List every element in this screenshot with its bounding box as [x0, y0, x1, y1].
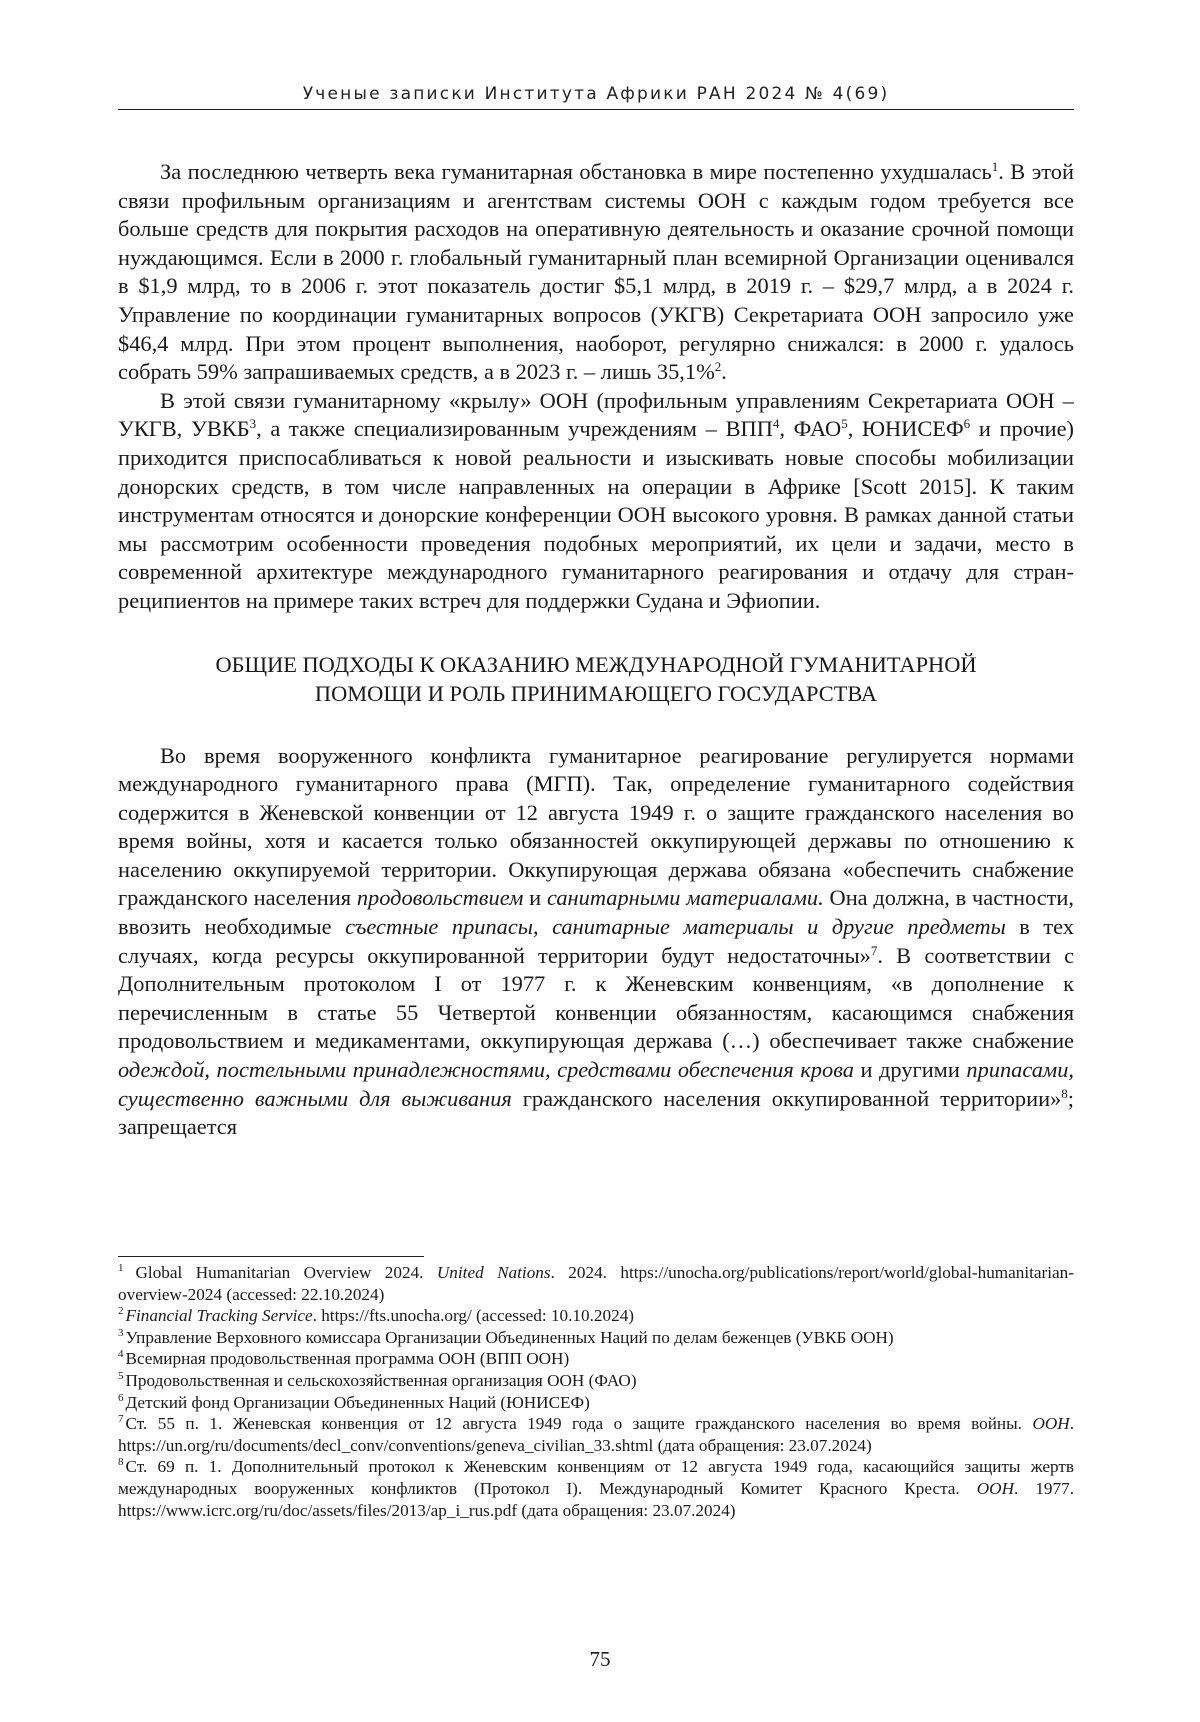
paragraph-2: [118, 387, 1074, 616]
footnote-number: 6: [118, 1391, 124, 1404]
footnote-ref-7[interactable]: 7: [870, 942, 878, 958]
text-run: и другими: [853, 1057, 967, 1083]
footnote-ref-8[interactable]: 8: [1061, 1085, 1068, 1101]
section-heading-line-2: ПОМОЩИ И РОЛЬ ПРИНИМАЮЩЕГО ГОСУДАРСТВА: [314, 680, 878, 706]
footnote-6: [118, 1392, 1074, 1414]
footnote-separator: [118, 1256, 424, 1257]
footnote-8: [118, 1456, 1074, 1521]
text-run: и: [523, 885, 547, 911]
footnote-italic: Financial Tracking Service: [125, 1306, 313, 1326]
text-run: в тех случаях, когда ресурсы оккупированной территории будут недостаточны»: [118, 914, 1075, 968]
footnote-4: [118, 1348, 1074, 1370]
footnote-ref-4[interactable]: 4: [772, 416, 780, 432]
text-run: , ФАО: [779, 416, 842, 442]
text-run: . В этой связи профильным организациям и агентствам системы ООН с каждым годом требуется все больше средств для покрытия расходов на оперативную деятельность и оказание срочной помощи нуждающимся. Если в 2000 г. глобальный гуманитарный план всемирной Организации оценивался в $1,9 млрд, то в 2006 г. этот показатель достиг $5,1 млрд, в 2019 г. – $29,7 млрд, а в 2024 г. Управление по координации гуманитарных вопросов (УКГВ) Секретариата ООН запросило уже $46,4 млрд. При этом процент выполнения, наоборот, регулярно снижался: в 2000 г. удалось собрать 59% запрашиваемых средств, а в 2023 г. – лишь 35,1%: [118, 159, 1074, 385]
footnote-number: 4: [118, 1348, 124, 1361]
section-heading: [118, 650, 1074, 708]
footnote-text: Детский фонд Организации Объединенных Наций (ЮНИСЕФ): [125, 1392, 590, 1412]
footnote-5: [118, 1370, 1074, 1392]
footnote-number: 1: [118, 1262, 124, 1274]
paragraph-3: [118, 742, 1074, 1142]
footnote-italic: ООН: [1032, 1414, 1070, 1434]
footnote-number: 8: [118, 1456, 124, 1469]
footnote-text: Управление Верховного комиссара Организации Объединенных Наций по делам беженцев (УВКБ ООН): [125, 1327, 894, 1347]
footnote-number: 2: [118, 1305, 124, 1318]
footnote-text: Ст. 55 п. 1. Женевская конвенция от 12 августа 1949 года о защите гражданского населения во время войны.: [125, 1414, 1033, 1434]
footnote-ref-3[interactable]: 3: [249, 416, 257, 432]
text-run: , ЮНИСЕФ: [847, 416, 964, 442]
footnote-link-text[interactable]: . https://fts.unocha.org/ (accessed: 10.10.2024): [312, 1306, 635, 1326]
footnote-italic: United Nations: [436, 1263, 551, 1282]
running-head: Ученые записки Института Африки РАН 2024 № 4(69): [302, 84, 890, 104]
text-run: и прочие) приходится приспосабливаться к новой реальности и изыскивать новые способы мобилизации донорских средств, в том числе направленных на операции в Африке [Scott 2015]. К таким инструментам относятся и донорские конференции ООН высокого уровня. В рамках данной статьи мы рассмотрим особенности проведения подобных мероприятий, их цели и задачи, место в современной архитектуре международного гуманитарного реагирования и отдачу для стран-реципиентов на примере таких встреч для поддержки Судана и Эфиопии.: [118, 416, 1074, 613]
footnote-text: Продовольственная и сельскохозяйственная организация ООН (ФАО): [125, 1370, 637, 1390]
header-rule: [118, 109, 1074, 110]
text-run: гражданского населения оккупированной территории»: [511, 1085, 1062, 1111]
footnote-7: [118, 1413, 1074, 1456]
footnote-text: Global Humanitarian Overview 2024.: [135, 1263, 437, 1282]
footnotes: [118, 1262, 1074, 1521]
footnote-link-text[interactable]: . 2024. https://unocha.org/publications/report/world/global-humanitarian-overview-2024 (accessed: 22.10.2024): [118, 1263, 1075, 1304]
footnote-text: Всемирная продовольственная программа ООН (ВПП ООН): [125, 1349, 570, 1369]
article-body: [118, 158, 1074, 1142]
text-run: Она должна, в частности, ввозить необходимые: [118, 885, 1074, 940]
section-heading-line-1: ОБЩИЕ ПОДХОДЫ К ОКАЗАНИЮ МЕЖДУНАРОДНОЙ ГУМАНИТАРНОЙ: [215, 651, 977, 677]
footnote-ref-6[interactable]: 6: [963, 416, 971, 432]
footnote-ref-5[interactable]: 5: [841, 416, 848, 432]
footnote-text: Ст. 69 п. 1. Дополнительный протокол к Женевским конвенциям от 12 августа 1949 года, касающийся защиты жертв международных вооруженных конфликтов (Протокол I). Международный Комитет Красного Креста.: [118, 1457, 1074, 1498]
footnote-link-text[interactable]: . https://un.org/ru/documents/decl_conv/conventions/geneva_civilian_33.shtml (дата обращения: 23.07.2024): [118, 1414, 1074, 1455]
footnote-3: [118, 1327, 1074, 1349]
footnote-link-text[interactable]: . 1977. https://www.icrc.org/ru/doc/assets/files/2013/ap_i_rus.pdf (дата обращения: 23.07.2024): [118, 1478, 1074, 1520]
text-run: ; запрещается: [118, 1085, 1074, 1140]
footnote-1: [118, 1262, 1074, 1305]
paragraph-1: [118, 158, 1074, 387]
footnote-number: 7: [118, 1413, 124, 1426]
text-run: . В соответствии с Дополнительным протоколом I от 1977 г. к Женевским конвенциям, «в дополнение к перечисленным в статье 55 Четвертой конвенции обязанностям, касающимся снабжения продовольствием и медикаментами, оккупирующая держава (…) обеспечивает также снабжение: [118, 942, 1075, 1054]
footnote-ref-2[interactable]: 2: [714, 359, 722, 375]
italic-run: съестные припасы, санитарные материалы и другие предметы: [345, 914, 1006, 940]
text-run: .: [721, 359, 727, 385]
footnote-italic: ООН: [976, 1478, 1014, 1498]
footnote-2: [118, 1305, 1074, 1327]
text-run: За последнюю четверть века гуманитарная обстановка в мире постепенно ухудшалась: [160, 159, 992, 184]
italic-run: припасами, существенно важными для выживания: [118, 1057, 1074, 1111]
italic-run: санитарными материалами.: [546, 885, 824, 911]
text-run: В этой связи гуманитарному «крылу» ООН (профильным управлениям Секретариата ООН – УКГВ, УВКБ: [118, 387, 1074, 442]
italic-run: продовольствием: [356, 885, 524, 911]
text-run: Во время вооруженного конфликта гуманитарное реагирование регулируется нормами международного гуманитарного права (МГП). Так, определение гуманитарного содействия содержится в Женевской конвенции от 12 августа 1949 г. о защите гражданского населения во время войны, хотя и касается только обязанностей оккупирующей державы по отношению к населению оккупируемой территории. Оккупирующая держава обязана «обеспечить снабжение гражданского населения: [118, 742, 1074, 911]
page-number: 75: [589, 1647, 611, 1671]
footnote-number: 3: [118, 1326, 124, 1339]
footnote-ref-1[interactable]: 1: [991, 159, 999, 174]
text-run: , а также специализированным учреждениям – ВПП: [256, 416, 773, 442]
footnote-number: 5: [118, 1369, 124, 1382]
italic-run: одеждой, постельными принадлежностями, средствами обеспечения крова: [118, 1057, 854, 1083]
